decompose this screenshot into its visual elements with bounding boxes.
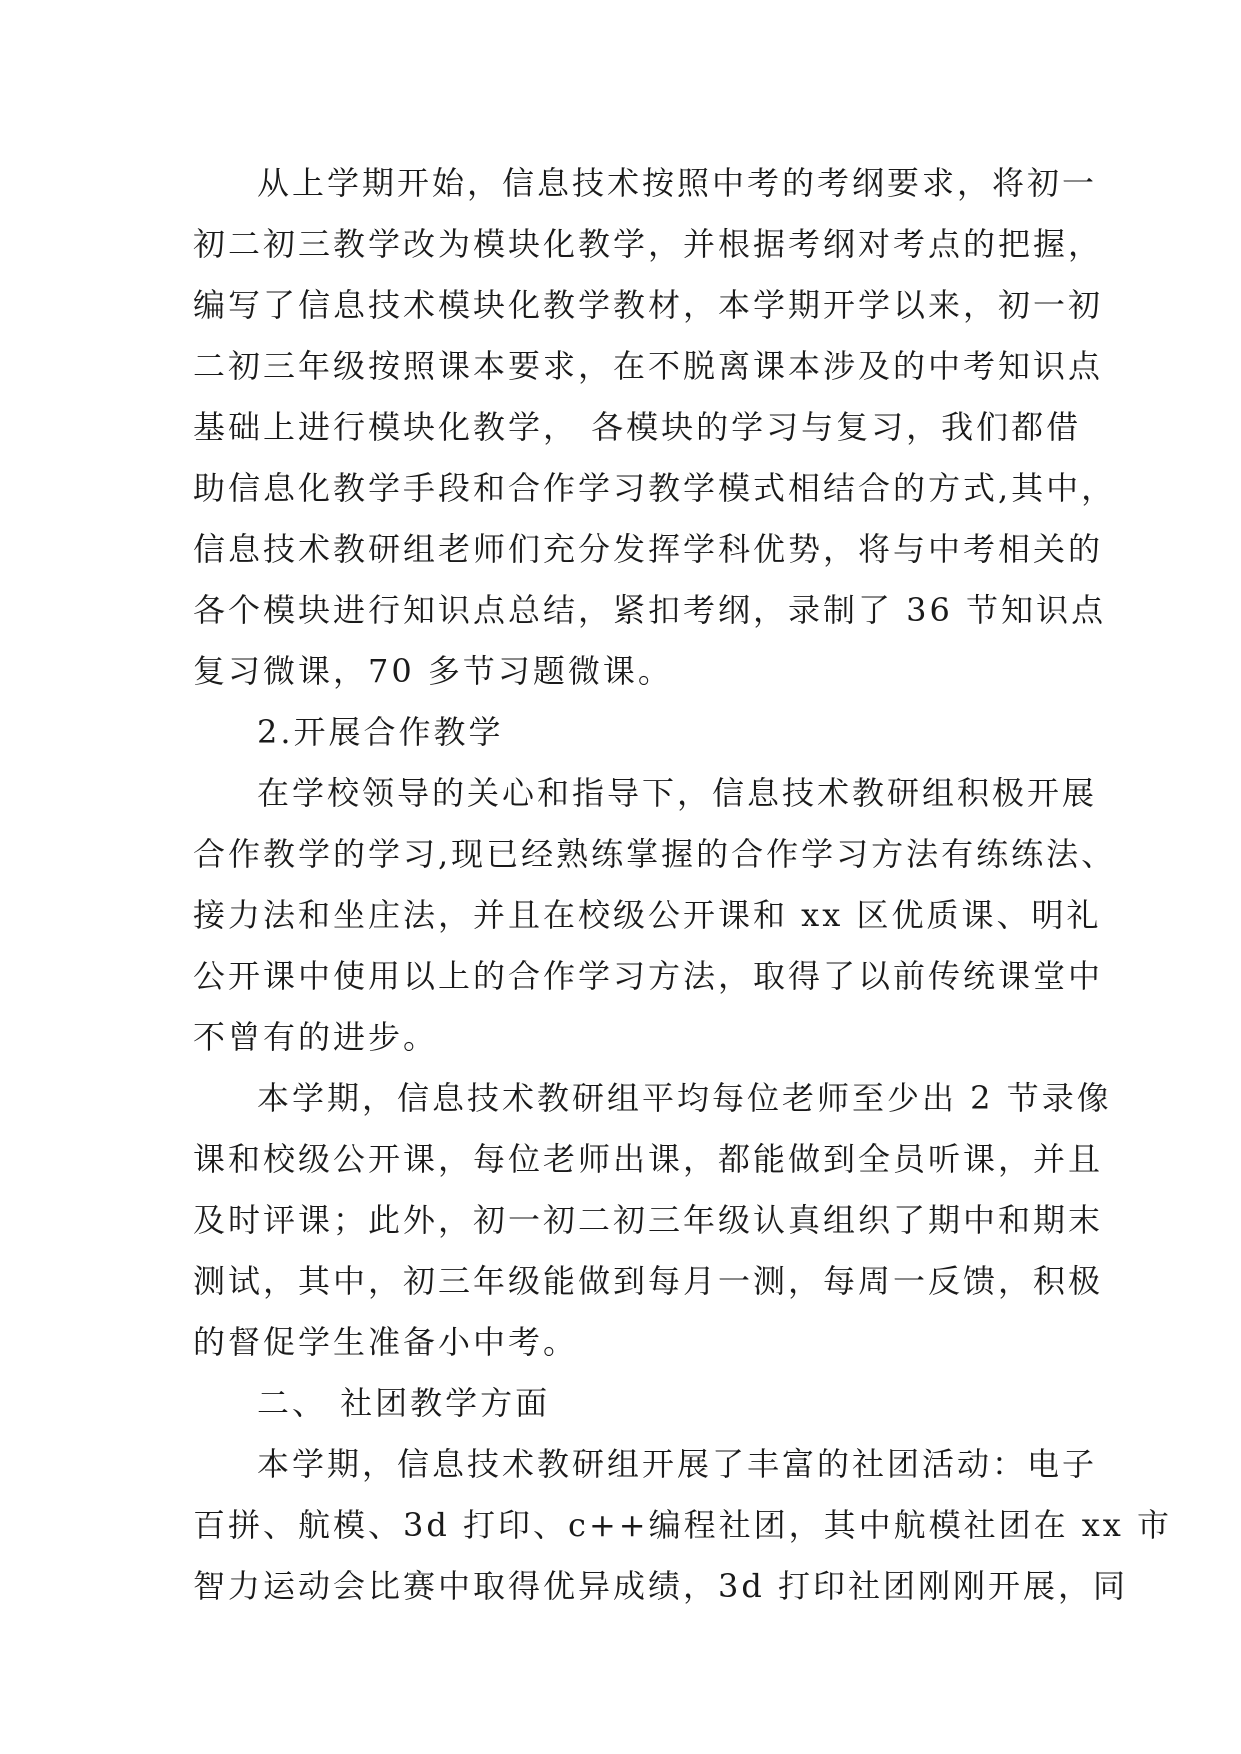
text-line: 本学期，信息技术教研组平均每位老师至少出 2 节录像 [257, 1079, 1112, 1117]
text-line: 在学校领导的关心和指导下，信息技术教研组积极开展 [257, 774, 1098, 812]
text-line: 信息技术教研组老师们充分发挥学科优势，将与中考相关的 [193, 530, 1104, 568]
text-line: 二、 社团教学方面 [257, 1384, 551, 1422]
text-line: 测试，其中，初三年级能做到每月一测，每周一反馈，积极 [193, 1262, 1104, 1300]
text-line: 及时评课；此外，初一初二初三年级认真组织了期中和期末 [193, 1201, 1104, 1239]
text-line: 从上学期开始，信息技术按照中考的考纲要求，将初一 [257, 164, 1098, 202]
text-line: 二初三年级按照课本要求，在不脱离课本涉及的中考知识点 [193, 347, 1104, 385]
text-line: 智力运动会比赛中取得优异成绩，3d 打印社团刚刚开展，同 [193, 1567, 1129, 1605]
text-line: 初二初三教学改为模块化教学，并根据考纲对考点的把握， [193, 225, 1104, 263]
text-line: 2.开展合作教学 [257, 713, 504, 751]
text-line: 接力法和坐庄法，并且在校级公开课和 xx 区优质课、明礼 [193, 896, 1102, 934]
text-line: 课和校级公开课，每位老师出课，都能做到全员听课，并且 [193, 1140, 1104, 1178]
text-line: 公开课中使用以上的合作学习方法，取得了以前传统课堂中 [193, 957, 1104, 995]
text-line: 本学期，信息技术教研组开展了丰富的社团活动：电子 [257, 1445, 1098, 1483]
text-line: 的督促学生准备小中考。 [193, 1323, 579, 1361]
text-line: 不曾有的进步。 [193, 1018, 439, 1056]
text-line: 各个模块进行知识点总结，紧扣考纲，录制了 36 节知识点 [193, 591, 1107, 629]
text-line: 助信息化教学手段和合作学习教学模式相结合的方式,其中， [193, 469, 1117, 507]
text-line: 百拼、航模、3d 打印、c++编程社团，其中航模社团在 xx 市 [193, 1506, 1173, 1544]
text-line: 基础上进行模块化教学， 各模块的学习与复习，我们都借 [193, 408, 1082, 446]
text-line: 合作教学的学习,现已经熟练掌握的合作学习方法有练练法、 [193, 835, 1117, 873]
text-line: 编写了信息技术模块化教学教材，本学期开学以来，初一初 [193, 286, 1104, 324]
document-body [193, 153, 1173, 1617]
text-line: 复习微课，70 多节习题微课。 [193, 652, 673, 690]
